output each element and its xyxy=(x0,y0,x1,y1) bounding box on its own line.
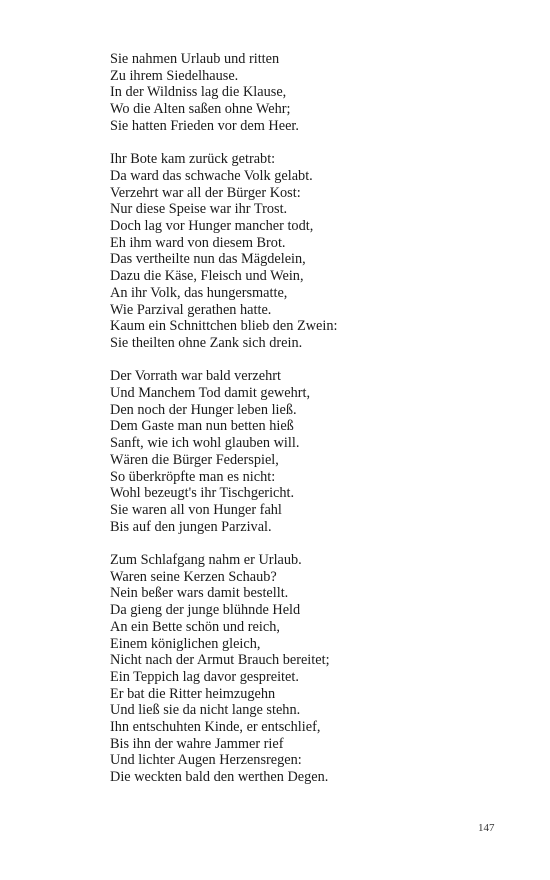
verse-line: Zum Schlafgang nahm er Urlaub. xyxy=(110,552,302,569)
verse-line: Ihr Bote kam zurück getrabt: xyxy=(110,151,276,168)
verse-line: Und lichter Augen Herzensregen: xyxy=(110,752,302,769)
verse-line: Nicht nach der Armut Brauch bereitet; xyxy=(110,652,330,669)
stanza-3 xyxy=(110,368,510,535)
verse-line: Da ward das schwache Volk gelabt. xyxy=(110,167,313,184)
verse-line: Kaum ein Schnittchen blieb den Zwein: xyxy=(110,318,338,335)
verse-line: Der Vorrath war bald verzehrt xyxy=(110,368,281,385)
verse-line: Und ließ sie da nicht lange stehn. xyxy=(110,702,301,719)
verse-line: Wohl bezeugt's ihr Tischgericht. xyxy=(110,485,295,502)
verse-line: Dazu die Käse, Fleisch und Wein, xyxy=(110,268,304,285)
verse-line: Da gieng der junge blühnde Held xyxy=(110,602,301,619)
verse-line: Wo die Alten saßen ohne Wehr; xyxy=(110,101,291,118)
verse-line: Er bat die Ritter heimzugehn xyxy=(110,685,276,702)
stanza-1 xyxy=(110,51,510,135)
verse-line: Ein Teppich lag davor gespreitet. xyxy=(110,668,299,685)
stanza-2 xyxy=(110,151,510,351)
verse-line: An ein Bette schön und reich, xyxy=(110,618,280,635)
verse-line: Sie theilten ohne Zank sich drein. xyxy=(110,334,303,351)
verse-line: An ihr Volk, das hungersmatte, xyxy=(110,284,288,301)
verse-line: Ihn entschuhten Kinde, er entschlief, xyxy=(110,719,321,736)
verse-line: Und Manchem Tod damit gewehrt, xyxy=(110,385,311,402)
verse-line: Bis ihn der wahre Jammer rief xyxy=(110,735,284,752)
verse-line: Wie Parzival gerathen hatte. xyxy=(110,301,272,318)
verse-line: Wären die Bürger Federspiel, xyxy=(110,451,279,468)
verse-line: So überkröpfte man es nicht: xyxy=(110,468,276,485)
verse-line: Sie nahmen Urlaub und ritten xyxy=(110,51,280,67)
verse-line: Waren seine Kerzen Schaub? xyxy=(110,568,277,585)
stanza-4 xyxy=(110,552,510,786)
verse-line: Bis auf den jungen Parzival. xyxy=(110,518,272,535)
poem-text xyxy=(110,51,510,803)
verse-line: Nur diese Speise war ihr Trost. xyxy=(110,201,288,218)
verse-line: In der Wildniss lag die Klause, xyxy=(110,84,287,101)
page-number: 147 xyxy=(478,822,495,834)
verse-line: Eh ihm ward von diesem Brot. xyxy=(110,234,286,251)
verse-line: Verzehrt war all der Bürger Kost: xyxy=(110,184,301,201)
verse-line: Sie hatten Frieden vor dem Heer. xyxy=(110,117,299,134)
verse-line: Zu ihrem Siedelhause. xyxy=(110,67,239,84)
verse-line: Sie waren all von Hunger fahl xyxy=(110,501,282,518)
verse-line: Sanft, wie ich wohl glauben will. xyxy=(110,435,300,452)
verse-line: Doch lag vor Hunger mancher todt, xyxy=(110,218,314,235)
verse-line: Die weckten bald den werthen Degen. xyxy=(110,769,329,786)
verse-line: Den noch der Hunger leben ließ. xyxy=(110,401,297,418)
verse-line: Einem königlichen gleich, xyxy=(110,635,261,652)
verse-line: Das vertheilte nun das Mägdelein, xyxy=(110,251,306,268)
verse-line: Nein beßer wars damit bestellt. xyxy=(110,585,289,602)
verse-line: Dem Gaste man nun betten hieß xyxy=(110,418,294,435)
